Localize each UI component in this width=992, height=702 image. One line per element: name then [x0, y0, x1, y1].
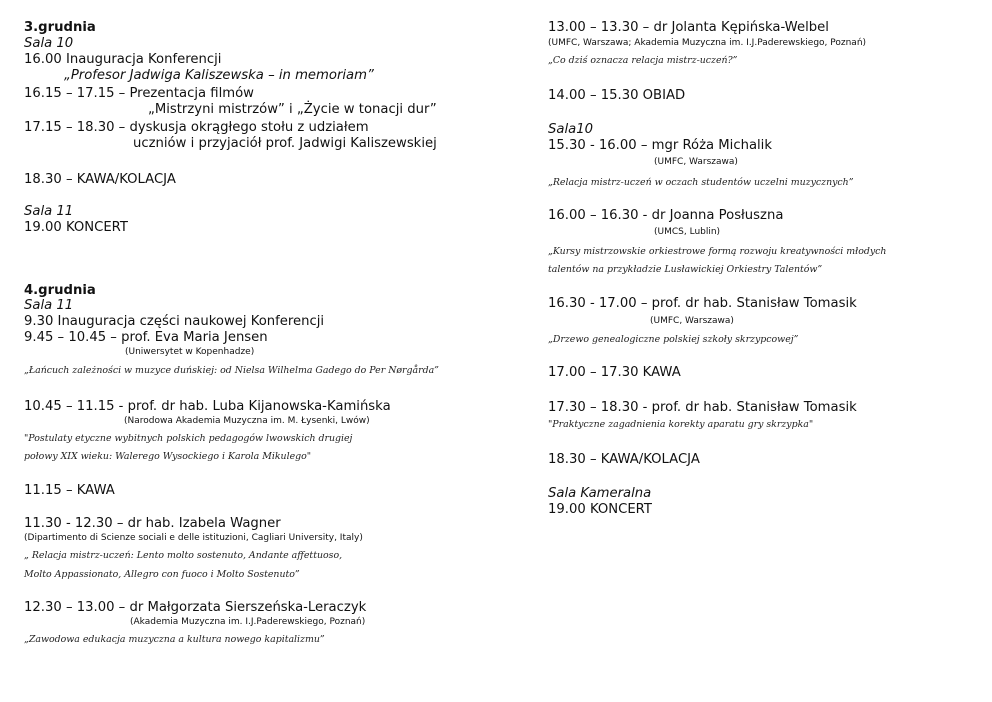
talk-title: „Kursy mistrzowskie orkiestrowe formą rozwoju kreatywności młodych [548, 246, 887, 257]
day2-line: 12.30 – 13.00 – dr Małgorzata Sierszeńska-Leraczyk [24, 600, 367, 615]
affiliation: (UMFC, Warszawa) [654, 157, 738, 167]
session-line: 17.00 – 17.30 KAWA [548, 365, 681, 380]
day1-line: 16.00 Inauguracja Konferencji [24, 52, 222, 67]
affiliation: (UMFC, Warszawa) [650, 316, 734, 326]
affiliation: (Uniwersytet w Kopenhadze) [125, 347, 255, 357]
session-line: 16.00 – 16.30 - dr Joanna Posłuszna [548, 208, 784, 223]
session-line: 13.00 – 13.30 – dr Jolanta Kępińska-Welbel [548, 20, 829, 35]
day1-line: 18.30 – KAWA/KOLACJA [24, 172, 176, 187]
talk-title: „Co dziś oznacza relacja mistrz-uczeń?” [548, 55, 738, 66]
day1-line: uczniów i przyjaciół prof. Jadwigi Kaliszewskiej [133, 136, 437, 151]
affiliation: (UMFC, Warszawa; Akademia Muzyczna im. I.J.Paderewskiego, Poznań) [548, 38, 867, 48]
day2-line: 10.45 – 11.15 - prof. dr hab. Luba Kijanowska-Kamińska [24, 399, 391, 414]
day1-heading: 3.grudnia [24, 20, 96, 35]
day1-line: 17.15 – 18.30 – dyskusja okrągłego stołu z udziałem [24, 120, 369, 135]
talk-title: „Zawodowa edukacja muzyczna a kultura nowego kapitalizmu” [24, 634, 325, 645]
session-line: 18.30 – KAWA/KOLACJA [548, 452, 700, 467]
day2-room: Sala 11 [24, 298, 74, 313]
day2-line: 11.15 – KAWA [24, 483, 115, 498]
affiliation: (Dipartimento di Scienze sociali e delle istituzioni, Cagliari University, Italy) [24, 533, 363, 543]
talk-title: Molto Appassionato, Allegro con fuoco i Molto Sostenuto” [24, 569, 300, 580]
day1-line: 19.00 KONCERT [24, 220, 128, 235]
talk-title: „Drzewo genealogiczne polskiej szkoły skrzypcowej” [548, 334, 799, 345]
day1-line: „Profesor Jadwiga Kaliszewska – in memoriam” [64, 68, 374, 83]
day1-line: „Mistrzyni mistrzów” i „Życie w tonacji dur” [148, 102, 437, 117]
talk-title: „Relacja mistrz-uczeń w oczach studentów uczelni muzycznych” [548, 177, 854, 188]
session-line: 15.30 - 16.00 – mgr Róża Michalik [548, 138, 772, 153]
talk-title: "Postulaty etyczne wybitnych polskich pedagogów lwowskich drugiej [24, 433, 353, 444]
talk-title: „ Relacja mistrz-uczeń: Lento molto sostenuto, Andante affettuoso, [24, 550, 343, 561]
day2-line: 11.30 - 12.30 – dr hab. Izabela Wagner [24, 516, 281, 531]
session-line: 17.30 – 18.30 - prof. dr hab. Stanisław Tomasik [548, 400, 857, 415]
day2-heading: 4.grudnia [24, 283, 96, 298]
talk-title: połowy XIX wieku: Walerego Wysockiego i Karola Mikulego" [24, 451, 312, 462]
room-label: Sala10 [548, 122, 593, 137]
session-line: 19.00 KONCERT [548, 502, 652, 517]
session-line: 16.30 - 17.00 – prof. dr hab. Stanisław Tomasik [548, 296, 857, 311]
affiliation: (Narodowa Akademia Muzyczna im. M. Łysenki, Lwów) [124, 416, 370, 426]
day1-line: 16.15 – 17.15 – Prezentacja filmów [24, 86, 254, 101]
day1-room: Sala 10 [24, 36, 74, 51]
day2-line: 9.30 Inauguracja części naukowej Konferencji [24, 314, 325, 329]
affiliation: (UMCS, Lublin) [654, 227, 721, 237]
talk-title: "Praktyczne zagadnienia korekty aparatu gry skrzypka" [548, 419, 814, 430]
talk-title: „Łańcuch zależności w muzyce duńskiej: od Nielsa Wilhelma Gadego do Per Nørgårda” [24, 365, 439, 376]
room-label: Sala Kameralna [548, 486, 652, 501]
talk-title: talentów na przykładzie Lusławickiej Orkiestry Talentów” [548, 264, 823, 275]
day2-line: 9.45 – 10.45 – prof. Eva Maria Jensen [24, 330, 268, 345]
session-line: 14.00 – 15.30 OBIAD [548, 88, 686, 103]
affiliation: (Akademia Muzyczna im. I.J.Paderewskiego, Poznań) [130, 617, 366, 627]
day1-room2: Sala 11 [24, 204, 74, 219]
